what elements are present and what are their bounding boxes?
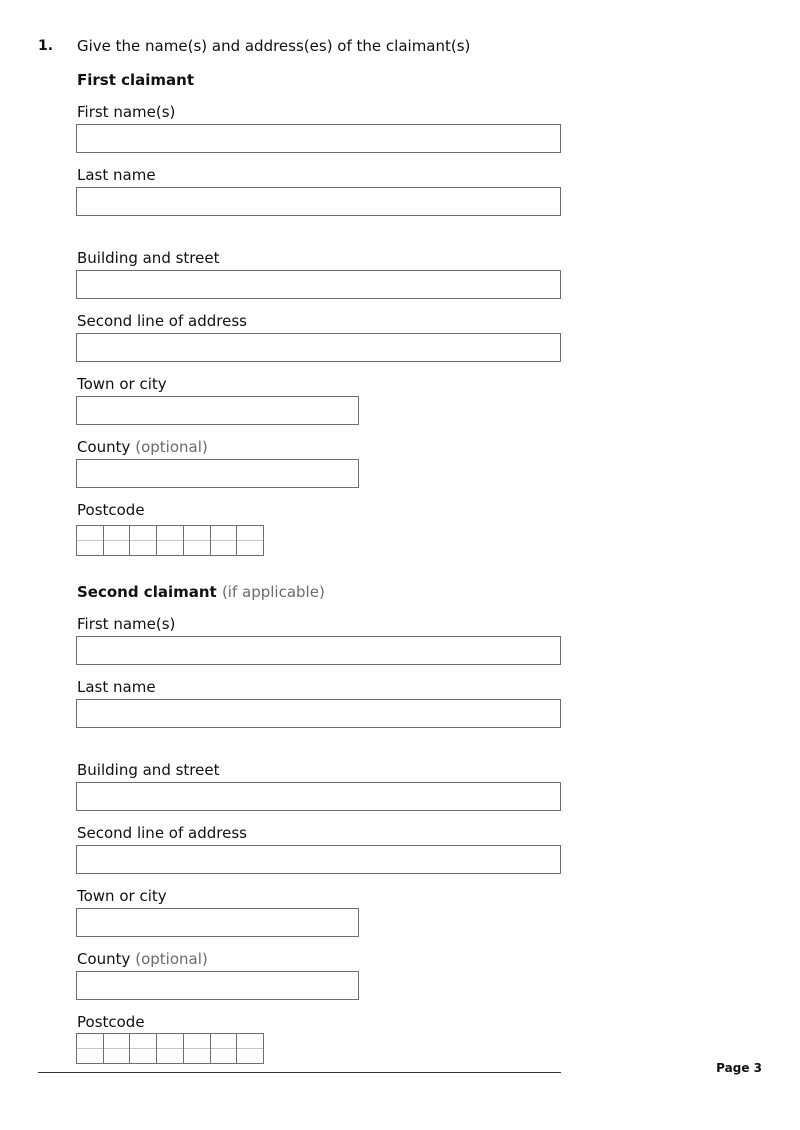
second-claimant-first-names-field[interactable] bbox=[76, 636, 561, 665]
first-claimant-town-label: Town or city bbox=[77, 375, 167, 393]
first-claimant-first-names-label: First name(s) bbox=[77, 103, 176, 121]
county-label-text: County bbox=[77, 438, 131, 456]
second-claimant-building-label: Building and street bbox=[77, 761, 220, 779]
second-claimant-last-name-field[interactable] bbox=[76, 699, 561, 728]
first-claimant-town-field[interactable] bbox=[76, 396, 359, 425]
first-claimant-heading: First claimant bbox=[77, 71, 195, 89]
postcode-char-box[interactable] bbox=[184, 526, 211, 555]
second-claimant-heading-text: Second claimant bbox=[77, 583, 217, 601]
optional-note: (optional) bbox=[135, 950, 208, 968]
first-claimant-county-label bbox=[77, 437, 208, 457]
postcode-char-box[interactable] bbox=[237, 526, 263, 555]
second-claimant-second-line-field[interactable] bbox=[76, 845, 561, 874]
second-claimant-postcode-field[interactable] bbox=[76, 1033, 264, 1064]
if-applicable-note: (if applicable) bbox=[221, 583, 325, 601]
postcode-char-box[interactable] bbox=[157, 526, 184, 555]
second-claimant-town-label: Town or city bbox=[77, 887, 167, 905]
second-claimant-town-field[interactable] bbox=[76, 908, 359, 937]
second-claimant-county-field[interactable] bbox=[76, 971, 359, 1000]
second-claimant-building-field[interactable] bbox=[76, 782, 561, 811]
postcode-char-box[interactable] bbox=[77, 526, 104, 555]
county-label-text: County bbox=[77, 950, 131, 968]
page-number: Page 3 bbox=[716, 1061, 762, 1075]
second-claimant-heading bbox=[77, 582, 325, 602]
first-claimant-building-field[interactable] bbox=[76, 270, 561, 299]
postcode-char-box[interactable] bbox=[157, 1034, 184, 1063]
second-claimant-postcode-label: Postcode bbox=[77, 1013, 145, 1031]
first-claimant-county-field[interactable] bbox=[76, 459, 359, 488]
postcode-char-box[interactable] bbox=[211, 526, 238, 555]
first-claimant-building-label: Building and street bbox=[77, 249, 220, 267]
first-claimant-first-names-field[interactable] bbox=[76, 124, 561, 153]
first-claimant-postcode-field[interactable] bbox=[76, 525, 264, 556]
first-claimant-postcode-label: Postcode bbox=[77, 501, 145, 519]
second-claimant-second-line-label: Second line of address bbox=[77, 824, 247, 842]
second-claimant-county-label bbox=[77, 949, 208, 969]
postcode-char-box[interactable] bbox=[237, 1034, 263, 1063]
postcode-char-box[interactable] bbox=[130, 1034, 157, 1063]
first-claimant-second-line-field[interactable] bbox=[76, 333, 561, 362]
question-text: Give the name(s) and address(es) of the claimant(s) bbox=[77, 37, 471, 55]
footer-rule bbox=[38, 1072, 561, 1073]
postcode-char-box[interactable] bbox=[130, 526, 157, 555]
first-claimant-last-name-label: Last name bbox=[77, 166, 156, 184]
postcode-char-box[interactable] bbox=[77, 1034, 104, 1063]
postcode-char-box[interactable] bbox=[104, 526, 131, 555]
first-claimant-second-line-label: Second line of address bbox=[77, 312, 247, 330]
optional-note: (optional) bbox=[135, 438, 208, 456]
question-number: 1. bbox=[38, 38, 54, 54]
postcode-char-box[interactable] bbox=[184, 1034, 211, 1063]
first-claimant-last-name-field[interactable] bbox=[76, 187, 561, 216]
postcode-char-box[interactable] bbox=[104, 1034, 131, 1063]
second-claimant-last-name-label: Last name bbox=[77, 678, 156, 696]
postcode-char-box[interactable] bbox=[211, 1034, 238, 1063]
second-claimant-first-names-label: First name(s) bbox=[77, 615, 176, 633]
